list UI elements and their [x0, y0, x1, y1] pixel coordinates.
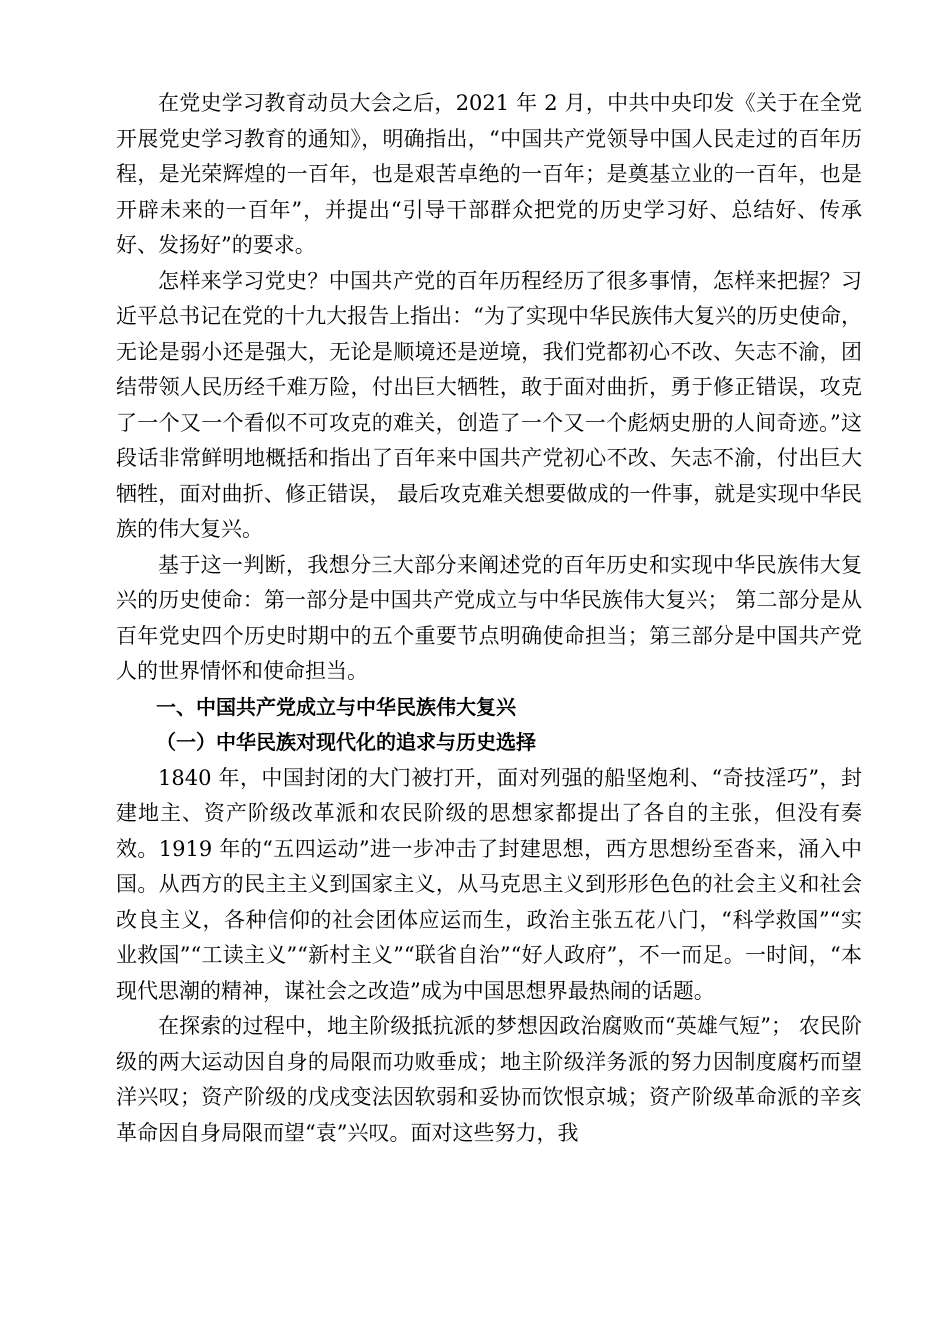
- paragraph-how-to-study: 怎样来学习党史？中国共产党的百年历程经历了很多事情，怎样来把握？习近平总书记在党的十九大报告上指出：“为了实现中华民族伟大复兴的历史使命，无论是弱小还是强大，无论是顺境还是逆境，我们党都初心不改、矢志不渝，团结带领人民历经千难万险，付出巨大牺牲，敢于面对曲折，勇于修正错误，攻克了一个又一个看似不可攻克的难关，创造了一个又一个彪炳史册的人间奇迹。”这段话非常鲜明地概括和指出了百年来中国共产党初心不改、矢志不渝，付出巨大牺牲，面对曲折、修正错误， 最后攻克难关想要做成的一件事，就是实现中华民族的伟大复兴。: [116, 268, 862, 541]
- paragraph-study-notice: 在党史学习教育动员大会之后，2021 年 2 月，中共中央印发《关于在全党开展党史学习教育的通知》，明确指出，“中国共产党领导中国人民走过的百年历程，是光荣辉煌的一百年，也是艰苦卓绝的一百年；是奠基立业的一百年，也是开辟未来的一百年”，并提出“引导干部群众把党的历史学习好、总结好、传承好、发扬好”的要求。: [116, 91, 862, 257]
- subsection-heading-1: （一）中华民族对现代化的追求与历史选择: [156, 730, 536, 754]
- section-heading-1: 一、中国共产党成立与中华民族伟大复兴: [156, 694, 516, 719]
- document-page: [116, 86, 862, 1151]
- paragraph-1840: 1840 年，中国封闭的大门被打开，面对列强的船坚炮利、“奇技淫巧”，封建地主、资产阶级改革派和农民阶级的思想家都提出了各自的主张，但没有奏效。1919 年的“五四运动”进一步冲击了封建思想，西方思想纷至沓来，涌入中国。从西方的民主主义到国家主义，从马克思主义到形形色色的社会主义和社会改良主义，各种信仰的社会团体应运而生，政治主张五花八门，“科学救国”“实业救国”“工读主义”“新村主义”“联省自治”“好人政府”，不一而足。一时间，“本现代思潮的精神，谋社会之改造”成为中国思想界最热闹的话题。: [116, 765, 862, 1003]
- paragraph-exploration: 在探索的过程中，地主阶级抵抗派的梦想因政治腐败而“英雄气短”； 农民阶级的两大运动因自身的局限而功败垂成；地主阶级洋务派的努力因制度腐朽而望洋兴叹；资产阶级的戊戌变法因软弱和妥协而饮恨京城；资产阶级革命派的辛亥革命因自身局限而望“袁”兴叹。面对这些努力，我: [116, 1014, 862, 1145]
- paragraph-three-parts: 基于这一判断，我想分三大部分来阐述党的百年历史和实现中华民族伟大复兴的历史使命：第一部分是中国共产党成立与中华民族伟大复兴； 第二部分是从百年党史四个历史时期中的五个重要节点明确使命担当；第三部分是中国共产党人的世界情怀和使命担当。: [116, 552, 862, 683]
